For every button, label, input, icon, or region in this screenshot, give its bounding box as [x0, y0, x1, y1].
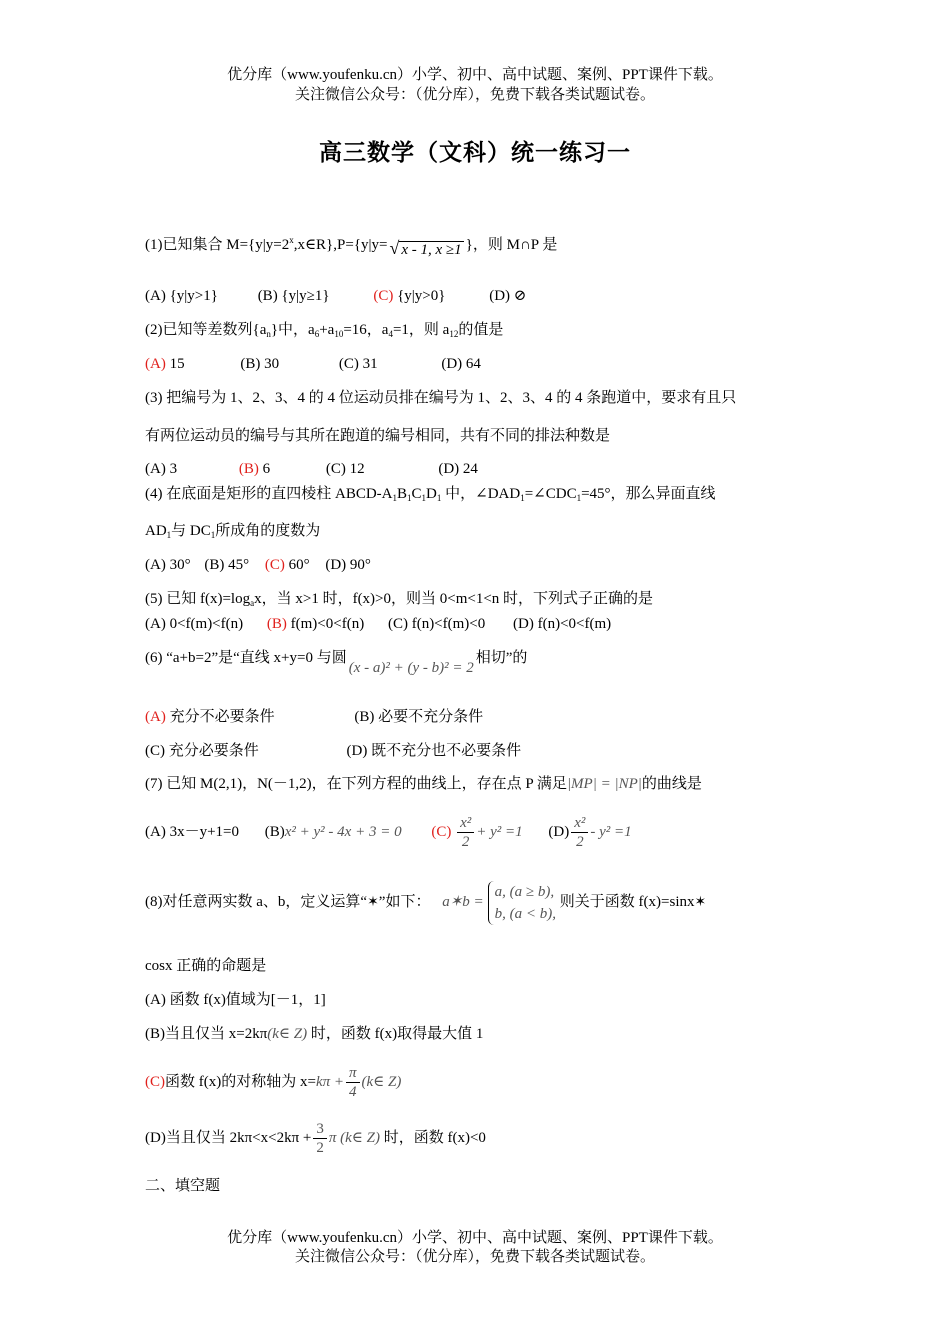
section-2-heading: 二、填空题: [145, 1178, 221, 1194]
question-3-line-2: 有两位运动员的编号与其所在跑道的编号相同，共有不同的排法种数是: [145, 428, 611, 444]
question-3-options: (A) 3 (B) 6 (C) 12 (D) 24: [145, 461, 478, 477]
question-8-option-a: (A) 函数 f(x)值域为[－1，1]: [145, 992, 326, 1008]
question-1: (1)已知集合 $M=\{y|y=2^x,x\in R\},P=\{y|y=$ √ x - 1, x ≥1 }，则 M∩P 是: [145, 235, 558, 258]
header-line-1: 优分库（www.youfenku.cn）小学、初中、高中试题、案例、PPT课件下载。: [227, 67, 723, 83]
question-8-line-2: cosx 正确的命题是: [145, 958, 267, 974]
question-5: (5) 已知 $f(x)=\log_ax$，当 x>1 时，f(x)>0，则当 0<m<1<n 时，下列式子正确的是: [145, 591, 654, 608]
header-line-2: 关注微信公众号：（优分库），免费下载各类试题试卷。: [294, 87, 655, 103]
question-6-options-row-2: (C) 充分必要条件 (D) 既不充分也不必要条件: [145, 743, 522, 759]
question-4-options: (A) 30° (B) 45° (C) 60° (D) 90°: [145, 557, 371, 573]
question-4-line-1: (4) 在底面是矩形的直四棱柱 ABCD-$A_1B_1C_1D_1$ 中，$\angle DAD_1=\angle CDC_1=45^\circ$，那么异面直线: [145, 486, 716, 503]
footer-line-2: 关注微信公众号：（优分库），免费下载各类试题试卷。: [294, 1249, 655, 1265]
question-2: (2)已知等差数列$\{a_n\}$中，$a_6+a_{10}=16$，$a_4=1$，则 $a_{12}$的值是: [145, 322, 504, 339]
question-8-option-c: (C)函数 f(x)的对称轴为 x=kπ + $\frac{\pi}{4}$ (k∈ Z): [145, 1065, 402, 1101]
star-operator-icon: ✶: [367, 895, 379, 910]
question-3-line-1: (3) 把编号为 1、2、3、4 的 4 位运动员排在编号为 1、2、3、4 的 4 条跑道中，要求有且只: [145, 390, 737, 406]
question-4-line-2: $AD_1$与 $DC_1$所成角的度数为: [145, 523, 321, 540]
question-6-options-row-1: (A) 充分不必要条件 (B) 必要不充分条件: [145, 709, 484, 725]
question-8-option-b: (B)当且仅当 x=2kπ(k∈ Z) 时，函数 f(x)取得最大值 1: [145, 1026, 484, 1042]
question-8-option-d: (D)当且仅当 2kπ<x<2kπ + $\frac{3}{2}$ π (k∈ Z) 时，函数 f(x)<0: [145, 1121, 486, 1157]
page-title: 高三数学（文科）统一练习一: [319, 140, 631, 166]
question-2-options: (A) 15 (B) 30 (C) 31 (D) 64: [145, 356, 481, 372]
question-8: (8)对任意两实数 a、b，定义运算“✶”如下： a✶b = a, (a ≥ b), b, (a < b), 则关于函数 f(x)=sinx✶: [145, 878, 706, 927]
question-1-options: (A) {y|y>1} (B) {y|y≥1} (C) {y|y>0} (D) ⊘: [145, 288, 527, 304]
footer-line-1: 优分库（www.youfenku.cn）小学、初中、高中试题、案例、PPT课件下载。: [227, 1230, 723, 1246]
question-7-options: (A) 3x－y+1=0 (B)x² + y² - 4x + 3 = 0 (C) $\frac{\text{x²}}{2}$ + y² =1 (D) $\frac{\text{x²}}{2}$ - y² =1: [145, 815, 632, 851]
question-7: (7) 已知 M(2,1)，N(－1,2)，在下列方程的曲线上，存在点 P 满足|MP| = |NP|的曲线是: [145, 776, 702, 792]
question-5-options: (A) 0<f(m)<f(n) (B) f(m)<0<f(n) (C) f(n)<f(m)<0 (D) f(n)<0<f(m): [145, 616, 612, 632]
question-6: (6) “a+b=2”是“直线 x+y=0 与圆(x - a)² + (y - b)² = 2相切”的: [145, 650, 528, 676]
